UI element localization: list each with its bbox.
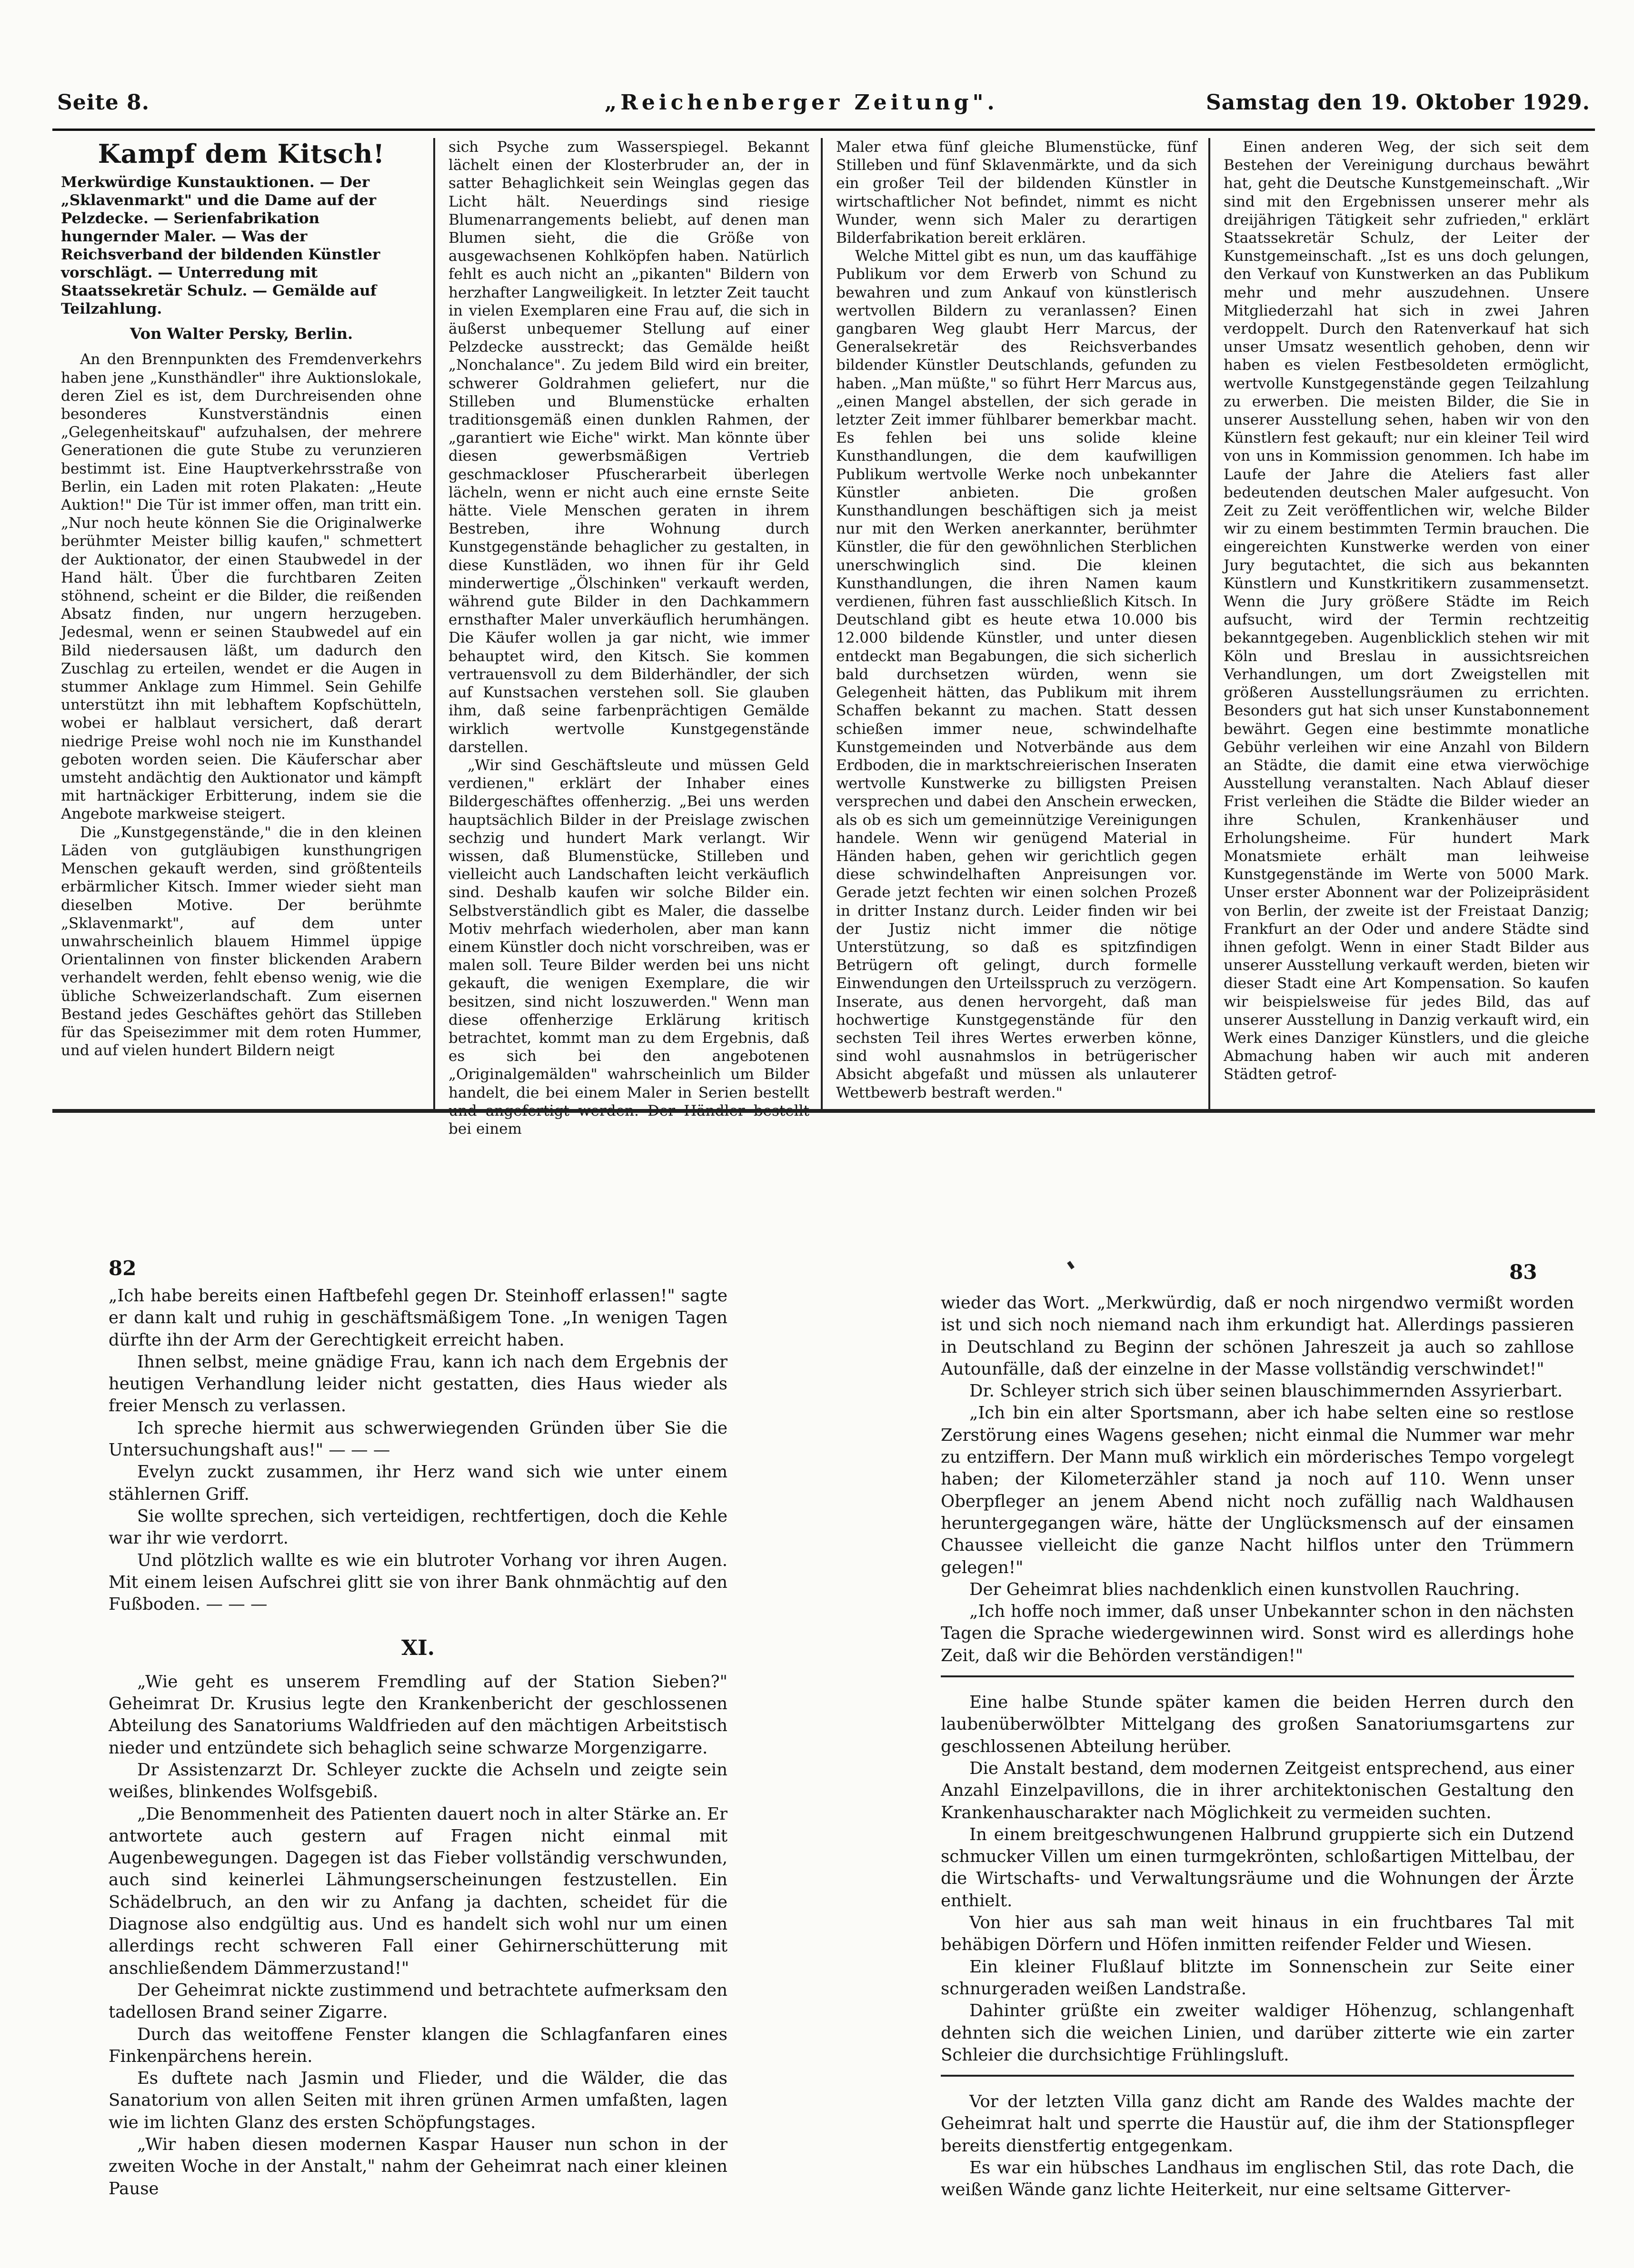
paragraph: Es war ein hübsches Landhaus im englischen Stil, das rote Dach, die weißen Wände ganz lichte Heiterkeit, nur eine seltsame Gitterver- [941, 2158, 1574, 2200]
paragraph: Ich spreche hiermit aus schwerwiegenden Gründen über Sie die Untersuchungshaft aus!" — — — [109, 1418, 727, 1460]
article-title: Kampf dem Kitsch! [98, 139, 385, 169]
left-page-text [109, 1285, 727, 2200]
paragraph: sich Psyche zum Wasserspiegel. Bekannt lächelt einen der Klosterbruder an, der in satter Behaglichkeit sein Weinglas gegen das Licht hält. Neuerdings sind riesige Blumenarrangements beliebt, auf denen man Blumen sieht, die die Größe von ausgewachsenen Kohlköpfen haben. Natürlich fehlt es auch nicht an „pikanten" Bildern von herzhafter Langweiligkeit. In letzter Zeit taucht in vielen Exemplaren eine Frau auf, die sich in äußerst unbequemer Stellung auf einer Pelzdecke ausstreckt; das Gemälde heißt „Nonchalance". Zu jedem Bild wird ein breiter, schwerer Goldrahmen geliefert, nur die Stilleben und Blumenstücke erhalten traditionsgemäß einen dunklen Rahmen, der „garantiert wie Eiche" wirkt. Man könnte über diesen gewerbsmäßigen Vertrieb geschmackloser Pfuscherarbeit überlegen lächeln, wenn er nicht auch eine ernste Seite hätte. Viele Menschen geraten in ihrem Bestreben, ihre Wohnung durch Kunstgegenstände behaglicher zu gestalten, in diese Kunstläden, wo ihnen für ihr Geld minderwertige „Ölschinken" verkauft werden, während gute Bilder in den Dachkammern ernsthafter Maler unverkäuflich herumhängen. Die Käufer wollen ja gar nicht, wie immer behauptet wird, den Kitsch. Sie kommen vertrauensvoll zu dem Bilderhändler, der sich auf Kunstsachen verstehen soll. Sie glauben ihm, daß seine farbenprächtigen Gemälde wirklich wertvolle Kunstgegenstände darstellen. [448, 139, 809, 756]
section-divider [941, 2075, 1574, 2077]
paragraph: Sie wollte sprechen, sich verteidigen, rechtfertigen, doch die Kehle war ihr wie verdorrt. [109, 1506, 727, 1548]
page-label: Seite 8. [57, 90, 150, 115]
paragraph: In einem breitgeschwungenen Halbrund gruppierte sich ein Dutzend schmucker Villen um einen turmgekrönten, schloßartigen Mittelbau, der die Wirtschafts- und Verwaltungsräume und die Wohnungen der Ärzte enthielt. [941, 1824, 1574, 1911]
paragraph: Einen anderen Weg, der sich seit dem Bestehen der Vereinigung durchaus bewährt hat, geht die Deutsche Kunstgemeinschaft. „Wir sind mit den Ergebnissen unserer mehr als dreijährigen Tätigkeit sehr zufrieden," erklärt Staatssekretär Schulz, der Leiter der Kunstgemeinschaft. „Ist es uns doch gelungen, den Verkauf von Kunstwerken an das Publikum mehr und mehr auszudehnen. Unsere Mitgliederzahl hat sich in zwei Jahren verdoppelt. Durch den Ratenverkauf hat sich unser Umsatz wesentlich gehoben, denn wir haben es vielen Festbesoldeten ermöglicht, wertvolle Kunstgegenstände gegen Teilzahlung zu erwerben. Die meisten Bilder, die Sie in unserer Ausstellung sehen, haben wir von den Künstlern fest gekauft; nur ein kleiner Teil wird von uns in Kommission genommen. Ich habe im Laufe der Jahre die Ateliers fast aller bedeutenden deutschen Maler aufgesucht. Von Zeit zu Zeit veröffentlichen wir, welche Bilder wir zu einem bestimmten Termin brauchen. Die eingereichten Kunstwerke werden von einer Jury begutachtet, die sich aus bekannten Künstlern und Kunstkritikern zusammensetzt. Wenn die Jury größere Städte im Reich aufsucht, wird der Termin rechtzeitig bekanntgegeben. Augenblicklich stehen wir mit Köln und Breslau in aussichtsreichen Verhandlungen, um dort Zweigstellen mit größeren Ausstellungsräumen zu errichten. Besonders gut hat sich unser Kunstabonnement bewährt. Gegen eine bestimmte monatliche Gebühr verleihen wir eine Anzahl von Bildern an Städte, die damit eine etwa vierwöchige Ausstellung veranstalten. Nach Ablauf dieser Frist verleihen die Städte die Bilder wieder an ihre Schulen, Krankenhäuser und Erholungsheime. Für hundert Mark Monatsmiete erhält man leihweise Kunstgegenstände im Werte von 5000 Mark. Unser erster Abonnent war der Polizeipräsident von Berlin, der zweite ist der Freistaat Danzig; Frankfurt an der Oder und andere Städte sind ihnen gefolgt. Wenn in einer Stadt Bilder aus unserer Ausstellung verkauft werden, bieten wir dieser Stadt eine Art Kompensation. So kaufen wir beispielsweise für jedes Bild, das auf unserer Ausstellung in Danzig verkauft wird, ein Werk eines Danziger Künstlers, und die gleiche Abmachung haben wir auch mit anderen Städten getrof- [1224, 139, 1589, 1083]
paragraph: An den Brennpunkten des Fremdenverkehrs haben jene „Kunsthändler" ihre Auktionslokale, deren Ziel es ist, dem Durchreisenden ohne besonderes Kunstverständnis einen „Gelegenheitskauf" aufzuhalsen, der mehrere Generationen die gute Stube zu verunzieren bestimmt ist. Eine Hauptverkehrsstraße von Berlin, ein Laden mit roten Plakaten: „Heute Auktion!" Die Tür ist immer offen, man tritt ein. „Nur noch heute können Sie die Originalwerke berühmter Meister billig kaufen," schmettert der Auktionator, der einen Staubwedel in der Hand hält. Über die furchtbaren Zeiten stöhnend, scheint er die Bilder, die reißenden Absatz finden, nur ungern herzugeben. Jedesmal, wenn er seinen Staubwedel auf ein Bild niedersausen läßt, um dadurch den Zuschlag zu erteilen, wendet er die Augen in stummer Anklage zum Himmel. Sein Gehilfe unterstützt ihn mit lebhaftem Kopfschütteln, wobei er halblaut versichert, daß derart niedrige Preise wohl noch nie im Kunsthandel geboten worden seien. Die Käuferschar aber umsteht andächtig den Auktionator und kämpft mit hartnäckiger Erbitterung, indem sie die Angebote markweise steigert. [61, 351, 422, 823]
newspaper-clipping [52, 81, 1595, 1138]
article-author: Von Walter Persky, Berlin. [130, 325, 353, 343]
paragraph: „Wie geht es unserem Fremdling auf der Station Sieben?" Geheimrat Dr. Krusius legte den Krankenbericht der geschlossenen Abteilung des Sanatoriums Waldfrieden auf den mächtigen Arbeitstisch nieder und entzündete sich behaglich seine schwarze Morgenzigarre. [109, 1672, 727, 1758]
section-divider [941, 1675, 1574, 1677]
article-column-4 [1224, 138, 1589, 1104]
paragraph: Dahinter grüßte ein zweiter waldiger Höhenzug, schlangenhaft dehnten sich die weichen Linien, und darüber zitterte wie ein zarter Schleier die durchsichtige Frühlingsluft. [941, 2001, 1574, 2065]
chapter-heading: XI. [401, 1636, 435, 1661]
masthead-rule [52, 129, 1595, 131]
paragraph: Maler etwa fünf gleiche Blumenstücke, fünf Stilleben und fünf Sklavenmärkte, und da sich ein großer Teil der bildenden Künstler in wirtschaftlicher Not befindet, nimmt es nicht Wunder, wenn sich Maler zu derartigen Bilderfabrikation bereit erklären. [836, 139, 1197, 247]
column-rule [821, 138, 823, 1109]
article-subtitle: Merkwürdige Kunstauktionen. — Der „Sklavenmarkt" und die Dame auf der Pelzdecke. — Serienfabrikation hungernder Maler. — Was der Reichsverband der bildenden Künstler vorschlägt. — Unterredung mit Staatssekretär Schulz. — Gemälde auf Teilzahlung. [61, 174, 380, 318]
article-column-1 [61, 138, 422, 1104]
scan-mark [1067, 1261, 1075, 1269]
column-rule [433, 138, 435, 1109]
paragraph: Von hier aus sah man weit hinaus in ein fruchtbares Tal mit behäbigen Dörfern und Höfen inmitten reifender Felder und Wiesen. [941, 1913, 1574, 1955]
right-page-number: 83 [1509, 1260, 1537, 1284]
paragraph: Evelyn zuckt zusammen, ihr Herz wand sich wie unter einem stählernen Griff. [109, 1462, 727, 1504]
clipping-bottom-rule [52, 1109, 1595, 1113]
paragraph: Dr. Schleyer strich sich über seinen blauschimmernden Assyrierbart. [969, 1381, 1563, 1401]
issue-date: Samstag den 19. Oktober 1929. [1206, 90, 1590, 115]
article-column-3 [836, 138, 1197, 1104]
paragraph: Die Anstalt bestand, dem modernen Zeitgeist entsprechend, aus einer Anzahl Einzelpavillons, die in ihrer architektonischen Gestaltung den Krankenhauscharakter nach Möglichkeit zu vermeiden suchten. [941, 1758, 1574, 1822]
paragraph: Eine halbe Stunde später kamen die beiden Herren durch den laubenüberwölbter Mittelgang des großen Sanatoriumsgartens zur geschlossenen Abteilung herüber. [941, 1693, 1574, 1756]
paragraph: Der Geheimrat blies nachdenklich einen kunstvollen Rauchring. [969, 1579, 1520, 1599]
paragraph: Es duftete nach Jasmin und Flieder, und die Wälder, die das Sanatorium von allen Seiten mit ihren grünen Armen umfaßten, lagen wie im lichten Glanz des ersten Schöpfungstages. [109, 2069, 727, 2132]
paragraph: „Wir haben diesen modernen Kaspar Hauser nun schon in der zweiten Woche in der Anstalt," nahm der Geheimrat nach einer kleinen Pause [109, 2134, 727, 2199]
left-page-number: 82 [109, 1257, 137, 1280]
paragraph: Ihnen selbst, meine gnädige Frau, kann ich nach dem Ergebnis der heutigen Verhandlung leider nicht gestatten, dies Haus wieder als freier Mensch zu verlassen. [109, 1352, 727, 1416]
paragraph: Vor der letzten Villa ganz dicht am Rande des Waldes machte der Geheimrat halt und sperrte die Haustür auf, die ihm der Stationspfleger bereits dienstfertig entgegenkam. [941, 2092, 1574, 2156]
paragraph: Welche Mittel gibt es nun, um das kauffähige Publikum vor dem Erwerb von Schund zu bewahren und zum Ankauf von künstlerisch wertvollen Bildern zu veranlassen? Einen gangbaren Weg glaubt Herr Marcus, der Generalsekretär des Reichsverbandes bildender Künstler Deutschlands, gefunden zu haben. „Man müßte," so führt Herr Marcus aus, „einen Mangel abstellen, der sich gerade in letzter Zeit immer fühlbarer bemerkbar macht. Es fehlen bei uns solide kleine Kunsthandlungen, die dem kaufwilligen Publikum wertvolle Werke noch unbekannter Künstler anbieten. Die großen Kunsthandlungen beschäftigen sich ja meist nur mit den Werken anerkannter, berühmter Künstler, die für den gewöhnlichen Sterblichen unerschwinglich sind. Die kleinen Kunsthandlungen, die ihren Namen kaum verdienen, führen fast ausschließlich Kitsch. In Deutschland gibt es heute etwa 10.000 bis 12.000 bildende Künstler, und unter diesen entdeckt man Begabungen, die sich sicherlich bald durchsetzen würden, wenn sie Gelegenheit hätten, das Publikum mit ihrem Schaffen bekannt zu machen. Statt dessen schießen immer neue, schwindelhafte Kunstgemeinden und Notverbände aus dem Erdboden, die in marktschreierischen Inseraten wertvolle Kunstwerke zu billigsten Preisen versprechen und dabei den Anschein erwecken, als ob es sich um gemeinnützige Vereinigungen handele. Wenn wir genügend Material in Händen haben, gehen wir gerichtlich gegen diese schwindelhaften Anpreisungen vor. Gerade jetzt fechten wir einen solchen Prozeß in dritter Instanz durch. Leider finden wir bei der Justiz nicht immer die nötige Unterstützung, so daß es spitzfindigen Betrügern oft gelingt, durch formelle Einwendungen den Urteilsspruch zu verzögern. Inserate, aus denen hervorgeht, daß man hochwertige Kunstgegenstände für den sechsten Teil ihres Wertes erwerben könne, sind wohl ausnahmslos in betrügerischer Absicht abgefaßt und müssen als unlauterer Wettbewerb bestraft werden." [836, 248, 1197, 1101]
masthead [52, 90, 1595, 124]
paragraph: „Ich bin ein alter Sportsmann, aber ich habe selten eine so restlose Zerstörung eines Wagens gesehen; nicht einmal die Nummer war mehr zu entziffern. Der Mann muß wirklich ein mörderisches Tempo vorgelegt haben; der Kilometerzähler stand ja noch auf 110. Wenn unser Oberpfleger an jenem Abend nicht noch zufällig nach Waldhausen heruntergegangen wäre, hätte der Unglücksmensch auf der einsamen Chaussee vielleicht die ganze Nacht hilflos unter den Trümmern gelegen!" [941, 1403, 1574, 1577]
paragraph: Und plötzlich wallte es wie ein blutroter Vorhang vor ihren Augen. Mit einem leisen Aufschrei glitt sie von ihrer Bank ohnmächtig auf den Fußboden. — — — [109, 1550, 727, 1614]
column-rule [1208, 138, 1210, 1109]
paragraph: „Wir sind Geschäftsleute und müssen Geld verdienen," erklärt der Inhaber eines Bildergeschäftes offenherzig. „Bei uns werden hauptsächlich Bilder in der Preislage zwischen sechzig und hundert Mark verlangt. Wir wissen, daß Blumenstücke, Stilleben und vielleicht auch Landschaften leicht verkäuflich sind. Deshalb kaufen wir solche Bilder ein. Selbstverständlich gibt es Maler, die dasselbe Motiv mehrfach wiederholen, aber man kann einem Künstler doch nicht vorschreiben, was er malen soll. Teure Bilder werden bei uns nicht gekauft, die wenigen Exemplare, die wir besitzen, sind nicht loszuwerden." Wenn man diese offenherzige Erklärung kritisch betrachtet, kommt man zu dem Ergebnis, daß es sich bei den angebotenen „Originalgemälden" wahrscheinlich um Bilder handelt, die bei einem Maler in Serien bestellt bei einem [448, 756, 809, 1138]
right-page-text [941, 1292, 1574, 2201]
paragraph: „Ich habe bereits einen Haftbefehl gegen Dr. Steinhoff erlassen!" sagte er dann kalt und ruhig in geschäftsmäßigem Tone. „In wenigen Tagen dürfte ihn der Arm der Gerechtigkeit erreicht haben. [109, 1286, 727, 1350]
book-spread [0, 1218, 1634, 2242]
paper-name: „Reichenberger Zeitung". [605, 90, 998, 115]
article-column-2 [448, 138, 809, 1138]
paragraph: Ein kleiner Flußlauf blitzte im Sonnenschein zur Seite einer schnurgeraden weißen Landstraße. [941, 1957, 1574, 1999]
paragraph: Durch das weitoffene Fenster klangen die Schlagfanfaren eines Finkenpärchens herein. [109, 2024, 727, 2066]
paragraph: Der Geheimrat nickte zustimmend und betrachtete aufmerksam den tadellosen Brand seiner Zigarre. [109, 1980, 727, 2022]
paragraph: Die „Kunstgegenstände," die in den kleinen Läden von gutgläubigen kunsthungrigen Menschen gekauft werden, sind größtenteils erbärmlicher Kitsch. Immer wieder sieht man dieselben Motive. Der berühmte „Sklavenmarkt", auf dem unter unwahrscheinlich blauem Himmel üppige Orientalinnen von finster blickenden Arabern verhandelt werden, fehlt ebenso wenig, wie die übliche Schweizerlandschaft. Zum eisernen Bestand jedes Geschäftes gehört das Stilleben für das Speisezimmer mit dem roten Hummer, und auf vielen hundert Bildern neigt [61, 823, 422, 1060]
paragraph: Dr Assistenzarzt Dr. Schleyer zuckte die Achseln und zeigte sein weißes, blinkendes Wolfsgebiß. [109, 1760, 727, 1802]
paragraph: „Ich hoffe noch immer, daß unser Unbekannter schon in den nächsten Tagen die Sprache wiedergewinnen wird. Sonst wird es allerdings hohe Zeit, daß wir die Behörden verständigen!" [941, 1602, 1574, 1665]
paragraph: wieder das Wort. „Merkwürdig, daß er noch nirgendwo vermißt worden ist und sich noch niemand nach ihm erkundigt hat. Allerdings passieren in Deutschland zu Beginn der schönen Jahreszeit ja auch so zahllose Autounfälle, daß der einzelne in der Masse vollständig verschwindet!" [941, 1293, 1574, 1379]
paragraph: „Die Benommenheit des Patienten dauert noch in alter Stärke an. Er antwortete auch gestern auf Fragen nicht einmal mit Augenbewegungen. Dagegen ist das Fieber vollständig verschwunden, auch sind keinerlei Lähmungserscheinungen festzustellen. Ein Schädelbruch, an den wir zu Anfang ja dachten, scheidet für die Diagnose also endgültig aus. Und es handelt sich wohl nur um einen allerdings recht schweren Fall einer Gehirnerschütterung mit anschließendem Dämmerzustand!" [109, 1804, 727, 1978]
